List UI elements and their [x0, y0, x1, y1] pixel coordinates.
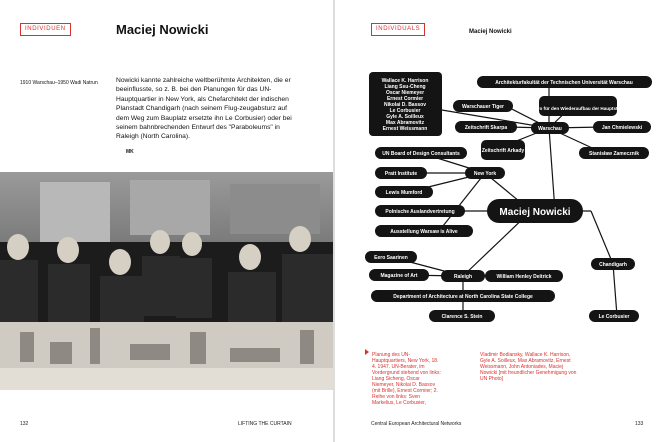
page-number: 132 — [20, 421, 29, 427]
running-title: LIFTING THE CURTAIN — [238, 421, 292, 427]
photo-caption-right: Vladimir Bodiansky, Wallace K. Harrison, Gyle A. Soilleux, Max Abramovitz, Ernest Weissmann, John Antoniades, Maciej Nowicki [mit freundlicher Genehmigung von UN Photo] — [480, 352, 577, 382]
running-title: Central European Architectural Networks — [371, 421, 462, 427]
label-le-corbusier: Le Corbusier — [598, 314, 630, 320]
page-title: Maciej Nowicki — [469, 29, 512, 35]
right-page — [335, 0, 668, 442]
label-arkady: Zeitschrift Arkady — [481, 148, 525, 154]
label-deitrick: William Henley Deitrick — [496, 274, 552, 280]
label-raleigh: Raleigh — [453, 274, 473, 280]
group-name: Oscar Niemeyer — [385, 90, 425, 96]
label-polnische: Polnische Auslandvertretung — [385, 209, 455, 215]
label-mumford: Lewis Mumford — [385, 190, 423, 196]
group-name: Gyle A. Soilleux — [386, 114, 424, 120]
page-number: 133 — [635, 421, 644, 427]
section-tag: INDIVIDUALS — [371, 23, 425, 36]
group-name: Nikolai D. Bassov — [384, 102, 426, 108]
label-zamecznik: Stanisław Zamecznik — [588, 151, 640, 157]
label-chandigarh: Chandigarh — [599, 262, 627, 268]
left-page — [0, 0, 333, 442]
group-name: Liang Ssu-Cheng — [384, 84, 426, 90]
caption-arrow-icon — [365, 349, 369, 355]
author-initials: MK — [126, 149, 134, 155]
label-skarpa: Zeitschrift Skarpa — [464, 125, 508, 131]
label-new-york: New York — [473, 171, 497, 177]
life-dates: 1910 Warschau–1950 Wadi Natrun — [20, 80, 98, 86]
label-saarinen: Eero Saarinen — [374, 255, 408, 261]
label-department: Department of Architecture at North Carolina State College — [393, 294, 533, 300]
biography-text: Nowicki kannte zahlreiche weltberühmte Architekten, die er beeinflusste, so z. B. bei den Planungen für das UN-Hauptquartier in New York, als Chefarchitekt der indischen Planstadt Chandigarh (nach seinem Flug-zeugabsturz auf dem Weg zum Bauplatz ersetzte ihn Le Corbusier) oder bei seinem bahnbrechenden Entwurf des "Paraboleums" in Raleigh (North Carolina). — [116, 77, 292, 141]
label-architekturfakultaet: Architekturfakultät der Technischen Universität Warschau — [495, 80, 633, 86]
photo-caption-left: Planung des UN-Hauptquartiers, New York, 18. 4. 1947. UN-Berater, im Vordergrund stehend von links: Liang Sicheng, Oscar Niemeyer, Nikolai D. Bassov (mit Brille), Ernest Cormier; 2. Reihe von links: Sven Markelius, Le Corbusier, — [372, 352, 441, 406]
label-stein: Clarence S. Stein — [441, 314, 483, 320]
group-name: Le Corbusier — [389, 108, 421, 114]
historic-photo — [0, 172, 333, 390]
group-name: Max Abramovitz — [385, 120, 425, 126]
label-un-board: UN Board of Design Consultants — [382, 151, 460, 157]
label-ausstellung: Ausstellung Warsaw is Alive — [390, 229, 458, 235]
label-buero: Büro für den Wiederaufbau der Hauptstadt — [531, 106, 625, 111]
label-warschau: Warschau — [538, 126, 562, 132]
page-title: Maciej Nowicki — [116, 22, 209, 37]
label-center: Maciej Nowicki — [499, 207, 571, 218]
group-name: Ernest Weissmann — [382, 126, 428, 132]
label-magazine: Magazine of Art — [380, 273, 418, 279]
group-name: Ernest Cormier — [386, 96, 424, 102]
label-warschauer-tiger: Warschauer Tiger — [462, 104, 504, 110]
label-pratt: Pratt Institute — [384, 171, 418, 177]
group-name: Wallace K. Harrison — [381, 78, 429, 84]
label-jan: Jan Chmielewski — [601, 125, 643, 131]
section-tag: INDIVIDUEN — [20, 23, 71, 36]
